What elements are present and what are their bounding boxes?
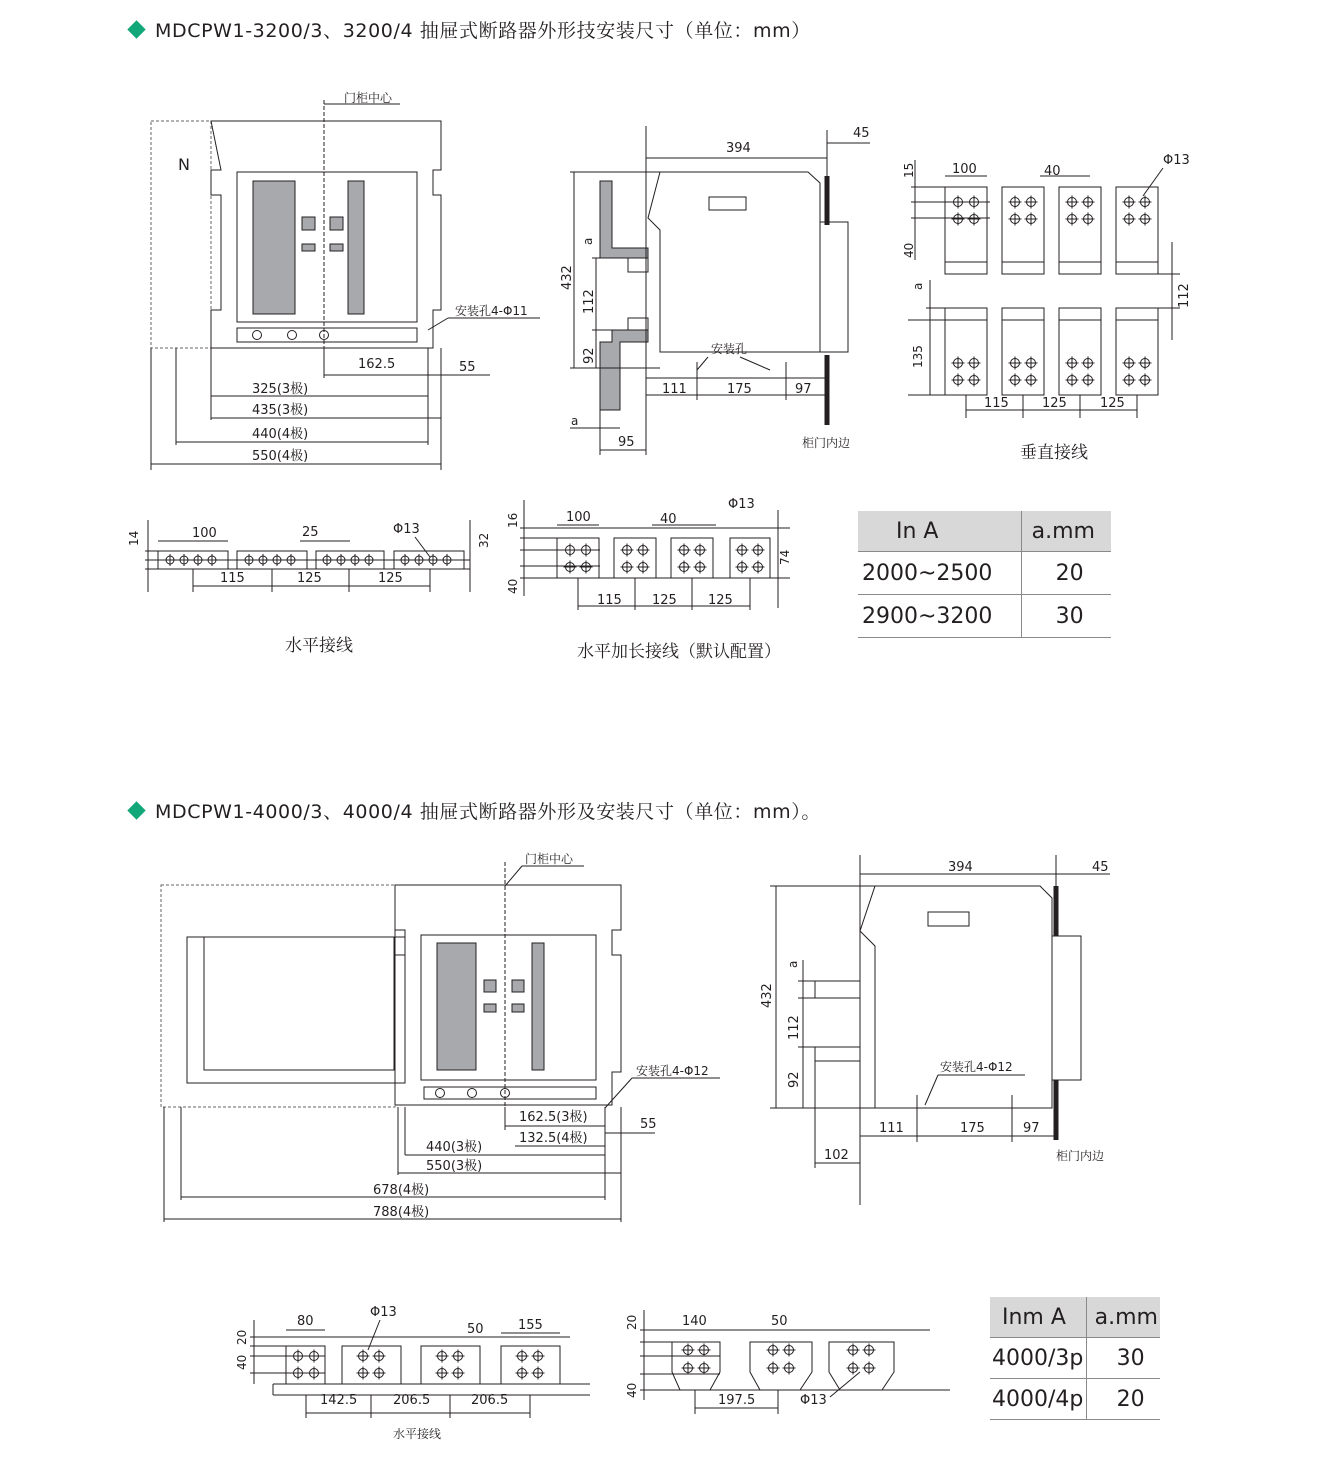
bolt-hole-cross xyxy=(308,1350,321,1363)
s1s-dim-175: 175 xyxy=(727,382,752,397)
s1s-dim-92: 92 xyxy=(582,347,597,364)
bolt-hole-cross xyxy=(1123,357,1136,370)
s2h-dim-155: 155 xyxy=(518,1318,543,1333)
s2h-dim-142: 142.5 xyxy=(320,1393,358,1408)
s2-table-header-a: a.mm xyxy=(1086,1297,1160,1338)
bolt-hole-cross xyxy=(308,1367,321,1380)
bolt-hole-cross xyxy=(637,544,650,557)
bolt-hole-cross xyxy=(580,544,593,557)
bolt-hole-cross xyxy=(698,1344,711,1357)
s1-table-cell: 2900~3200 xyxy=(858,595,1021,638)
bolt-hole-cross xyxy=(694,544,707,557)
bolt-hole-cross xyxy=(532,1367,545,1380)
bolt-hole-cross xyxy=(621,561,634,574)
bolt-hole-cross xyxy=(452,1350,465,1363)
bolt-hole-cross xyxy=(847,1362,860,1375)
s2h-dim-phi13: Φ13 xyxy=(370,1305,397,1320)
s1-dim-55: 55 xyxy=(459,360,476,375)
s2-front-view xyxy=(161,851,720,1222)
s2-dim-55: 55 xyxy=(640,1117,657,1132)
s1-dim-440: 440(4极) xyxy=(252,427,309,442)
bolt-hole-cross xyxy=(968,357,981,370)
s1-table-cell: 20 xyxy=(1021,552,1111,595)
bolt-hole-cross xyxy=(1066,374,1079,387)
bolt-hole-cross xyxy=(694,561,707,574)
bolt-hole-cross xyxy=(847,1344,860,1357)
bolt-hole-cross xyxy=(767,1344,780,1357)
s1s-dim-95: 95 xyxy=(618,435,635,450)
s1h-dim-125a: 125 xyxy=(297,571,322,586)
s2s-dim-111: 111 xyxy=(879,1121,904,1136)
bolt-hole-cross xyxy=(363,554,375,566)
bolt-hole-cross xyxy=(1066,213,1079,226)
bolt-hole-cross xyxy=(292,1350,305,1363)
bolt-hole-cross xyxy=(1139,374,1152,387)
s1v-dim-15: 15 xyxy=(902,162,916,178)
s1s-dim-432: 432 xyxy=(560,265,575,290)
s1-table-header-in: In A xyxy=(858,511,1021,552)
bolt-hole-cross xyxy=(1025,213,1038,226)
s1s-dim-111: 111 xyxy=(662,382,687,397)
s1-table-cell: 30 xyxy=(1021,595,1111,638)
bolt-hole-cross xyxy=(1123,213,1136,226)
s2-dim-788: 788(4极) xyxy=(373,1205,430,1220)
s2h2-dim-50: 50 xyxy=(771,1314,788,1329)
s2h-dim-206b: 206.5 xyxy=(471,1393,509,1408)
s1-n-label: N xyxy=(178,155,190,174)
bolt-hole-cross xyxy=(752,544,765,557)
s2s-dim-45: 45 xyxy=(1092,860,1109,875)
bolt-hole-cross xyxy=(1009,213,1022,226)
s1e-dim-40: 40 xyxy=(660,512,677,527)
s1h-dim-115: 115 xyxy=(220,571,245,586)
bolt-hole-cross xyxy=(292,1367,305,1380)
bolt-hole-cross xyxy=(783,1362,796,1375)
bolt-hole-cross xyxy=(164,554,176,566)
s2-horizontal-wiring-2 xyxy=(625,1310,950,1414)
bolt-hole-cross xyxy=(564,561,577,574)
s1-dim-435: 435(3极) xyxy=(252,403,309,418)
s2h2-dim-20: 20 xyxy=(625,1314,639,1330)
s1h-caption: 水平接线 xyxy=(285,636,353,656)
s1v-dim-100: 100 xyxy=(952,162,977,177)
bolt-hole-cross xyxy=(678,561,691,574)
s1s-mount-hole: 安装孔 xyxy=(711,342,748,356)
s2-table-cell: 20 xyxy=(1086,1379,1160,1420)
bolt-hole-cross xyxy=(243,554,255,566)
bolt-hole-cross xyxy=(863,1344,876,1357)
bolt-hole-cross xyxy=(1009,374,1022,387)
bolt-hole-cross xyxy=(952,196,965,209)
s1h-dim-25: 25 xyxy=(302,525,319,540)
s1v-a-label: a xyxy=(911,282,925,290)
s1s-dim-97: 97 xyxy=(795,382,812,397)
bolt-hole-cross xyxy=(1025,357,1038,370)
bolt-hole-cross xyxy=(516,1350,529,1363)
section-1-title-text: MDCPW1-3200/3、3200/4 抽屉式断路器外形技安装尺寸（单位：mm） xyxy=(155,20,811,42)
s1h-dim-125b: 125 xyxy=(378,571,403,586)
s1v-dim-40: 40 xyxy=(1044,164,1061,179)
s1s-a-top: a xyxy=(581,237,595,245)
bolt-hole-cross xyxy=(678,544,691,557)
bolt-hole-cross xyxy=(1139,196,1152,209)
bolt-hole-cross xyxy=(580,561,593,574)
s2h-dim-40: 40 xyxy=(235,1354,249,1370)
s2s-dim-97: 97 xyxy=(1023,1121,1040,1136)
s1h-dim-100: 100 xyxy=(192,526,217,541)
bolt-hole-cross xyxy=(863,1362,876,1375)
bolt-hole-cross xyxy=(441,554,453,566)
s1-mount-hole-label: 安装孔4-Φ11 xyxy=(455,304,528,318)
s1e-dim-100: 100 xyxy=(566,510,591,525)
bolt-hole-cross xyxy=(178,554,190,566)
s1s-dim-394: 394 xyxy=(726,141,751,156)
bolt-hole-cross xyxy=(373,1350,386,1363)
s2-dim-678: 678(4极) xyxy=(373,1183,430,1198)
bolt-hole-cross xyxy=(682,1362,695,1375)
s2s-dim-394: 394 xyxy=(948,860,973,875)
bolt-hole-cross xyxy=(682,1344,695,1357)
s1v-caption: 垂直接线 xyxy=(1020,443,1088,463)
bolt-holes xyxy=(164,196,1152,1380)
s1e-caption: 水平加长接线（默认配置） xyxy=(577,642,781,662)
s1-dim-550: 550(4极) xyxy=(252,449,309,464)
bolt-hole-cross xyxy=(357,1350,370,1363)
s1-dim-162: 162.5 xyxy=(358,357,396,372)
s1v-bottom-row xyxy=(945,308,1158,395)
bolt-hole-cross xyxy=(192,554,204,566)
s1-door-center-label: 门柜中心 xyxy=(344,91,393,105)
s1s-a-bottom: a xyxy=(571,414,579,428)
s2s-dim-112: 112 xyxy=(787,1015,802,1040)
bolt-hole-cross xyxy=(1123,196,1136,209)
s2s-a-label: a xyxy=(786,960,800,968)
s1v-dim-40b: 40 xyxy=(902,242,916,258)
s2-table-cell: 4000/3p xyxy=(990,1338,1086,1379)
s1v-top-row xyxy=(945,187,1158,274)
bolt-hole-cross xyxy=(1066,357,1079,370)
bolt-hole-cross xyxy=(637,561,650,574)
bolt-hole-cross xyxy=(1009,357,1022,370)
s2s-dim-92: 92 xyxy=(787,1071,802,1088)
bolt-hole-cross xyxy=(532,1350,545,1363)
s2s-dim-102: 102 xyxy=(824,1148,849,1163)
bolt-hole-cross xyxy=(1082,357,1095,370)
bolt-hole-cross xyxy=(516,1367,529,1380)
bolt-hole-cross xyxy=(698,1362,711,1375)
s1v-dim-phi13: Φ13 xyxy=(1163,153,1190,168)
s1v-dim-125a: 125 xyxy=(1042,396,1067,411)
s1h-dim-32: 32 xyxy=(477,532,491,548)
s2-side-view xyxy=(760,855,1110,1205)
s1-table-header-a: a.mm xyxy=(1021,511,1111,552)
s1s-dim-112: 112 xyxy=(582,289,597,314)
s1-table-cell: 2000~2500 xyxy=(858,552,1021,595)
s2h2-dim-40: 40 xyxy=(625,1382,639,1398)
bolt-hole-cross xyxy=(952,213,965,226)
s2h-dim-20: 20 xyxy=(235,1329,249,1345)
s2s-dim-175: 175 xyxy=(960,1121,985,1136)
s2-door-center-label: 门柜中心 xyxy=(525,852,574,866)
s2s-dim-432: 432 xyxy=(760,983,775,1008)
bolt-hole-cross xyxy=(436,1367,449,1380)
s1v-dim-112: 112 xyxy=(1177,283,1192,308)
s2s-door-edge: 柜门内边 xyxy=(1056,1149,1105,1163)
bolt-hole-cross xyxy=(1139,357,1152,370)
s1-horizontal-wiring xyxy=(127,520,491,656)
s2-dim-440: 440(3极) xyxy=(426,1140,483,1155)
bolt-hole-cross xyxy=(952,374,965,387)
s2-table-header-in: Inm A xyxy=(990,1297,1086,1338)
section-2-title-text: MDCPW1-4000/3、4000/4 抽屉式断路器外形及安装尺寸（单位：mm）。 xyxy=(155,801,821,823)
s2h-dim-206a: 206.5 xyxy=(393,1393,431,1408)
bolt-hole-cross xyxy=(335,554,347,566)
s2h-dim-50: 50 xyxy=(467,1322,484,1337)
s1e-dim-phi13: Φ13 xyxy=(728,497,755,512)
bolt-hole-cross xyxy=(968,213,981,226)
bolt-hole-cross xyxy=(436,1350,449,1363)
s1s-door-edge: 柜门内边 xyxy=(802,436,851,450)
s1e-dim-40b: 40 xyxy=(506,578,520,594)
s1h-dim-14: 14 xyxy=(127,530,141,546)
bolt-hole-cross xyxy=(1082,374,1095,387)
bolt-hole-cross xyxy=(621,544,634,557)
bolt-hole-cross xyxy=(736,561,749,574)
s2h2-dim-197: 197.5 xyxy=(718,1393,756,1408)
bolt-hole-cross xyxy=(767,1362,780,1375)
s2-dim-132: 132.5(4极) xyxy=(519,1131,588,1146)
s2-dim-550: 550(3极) xyxy=(426,1159,483,1174)
bolt-hole-cross xyxy=(1066,196,1079,209)
bolt-hole-cross xyxy=(357,1367,370,1380)
bolt-hole-cross xyxy=(257,554,269,566)
s1-front-view xyxy=(151,90,540,470)
bolt-hole-cross xyxy=(1082,196,1095,209)
s2-table-cell: 30 xyxy=(1086,1338,1160,1379)
s1-horizontal-ext-wiring xyxy=(506,497,792,662)
s2h2-dim-phi13: Φ13 xyxy=(800,1393,827,1408)
s2h2-dim-140: 140 xyxy=(682,1314,707,1329)
s2-mount-hole-label: 安装孔4-Φ12 xyxy=(636,1064,709,1078)
bolt-hole-cross xyxy=(783,1344,796,1357)
s1h-dim-phi13: Φ13 xyxy=(393,522,420,537)
bolt-hole-cross xyxy=(349,554,361,566)
bolt-hole-cross xyxy=(1082,213,1095,226)
s1-side-view xyxy=(560,126,870,455)
bolt-hole-cross xyxy=(1123,374,1136,387)
bolt-hole-cross xyxy=(271,554,283,566)
s2-table-cell: 4000/4p xyxy=(990,1379,1086,1420)
bolt-hole-cross xyxy=(952,357,965,370)
bolt-hole-cross xyxy=(1139,213,1152,226)
s1v-dim-135: 135 xyxy=(911,345,925,368)
bolt-hole-cross xyxy=(1009,196,1022,209)
s1v-dim-125b: 125 xyxy=(1100,396,1125,411)
s1-current-table xyxy=(858,511,1111,638)
bolt-hole-cross xyxy=(285,554,297,566)
bolt-hole-cross xyxy=(373,1367,386,1380)
bolt-hole-cross xyxy=(206,554,218,566)
bolt-hole-cross xyxy=(1025,374,1038,387)
bolt-hole-cross xyxy=(1025,196,1038,209)
bolt-hole-cross xyxy=(736,544,749,557)
s1e-dim-16: 16 xyxy=(506,512,520,528)
s2h-caption: 水平接线 xyxy=(393,1427,442,1441)
s2h-dim-80: 80 xyxy=(297,1314,314,1329)
bolt-hole-cross xyxy=(413,554,425,566)
s1s-dim-45: 45 xyxy=(853,126,870,141)
bolt-hole-cross xyxy=(968,374,981,387)
s1e-dim-125a: 125 xyxy=(652,593,677,608)
bolt-hole-cross xyxy=(321,554,333,566)
s2-current-table xyxy=(990,1297,1160,1420)
bolt-hole-cross xyxy=(564,544,577,557)
s2-dim-162: 162.5(3极) xyxy=(519,1110,588,1125)
bolt-hole-cross xyxy=(399,554,411,566)
bolt-hole-cross xyxy=(752,561,765,574)
bolt-hole-cross xyxy=(968,196,981,209)
s1v-dim-115: 115 xyxy=(984,396,1009,411)
s1e-dim-115: 115 xyxy=(597,593,622,608)
s2s-mount-hole: 安装孔4-Φ12 xyxy=(940,1060,1013,1074)
s1e-dim-125b: 125 xyxy=(708,593,733,608)
s1e-dim-74: 74 xyxy=(778,549,792,565)
s1-dim-325: 325(3极) xyxy=(252,382,309,397)
bolt-hole-cross xyxy=(452,1367,465,1380)
